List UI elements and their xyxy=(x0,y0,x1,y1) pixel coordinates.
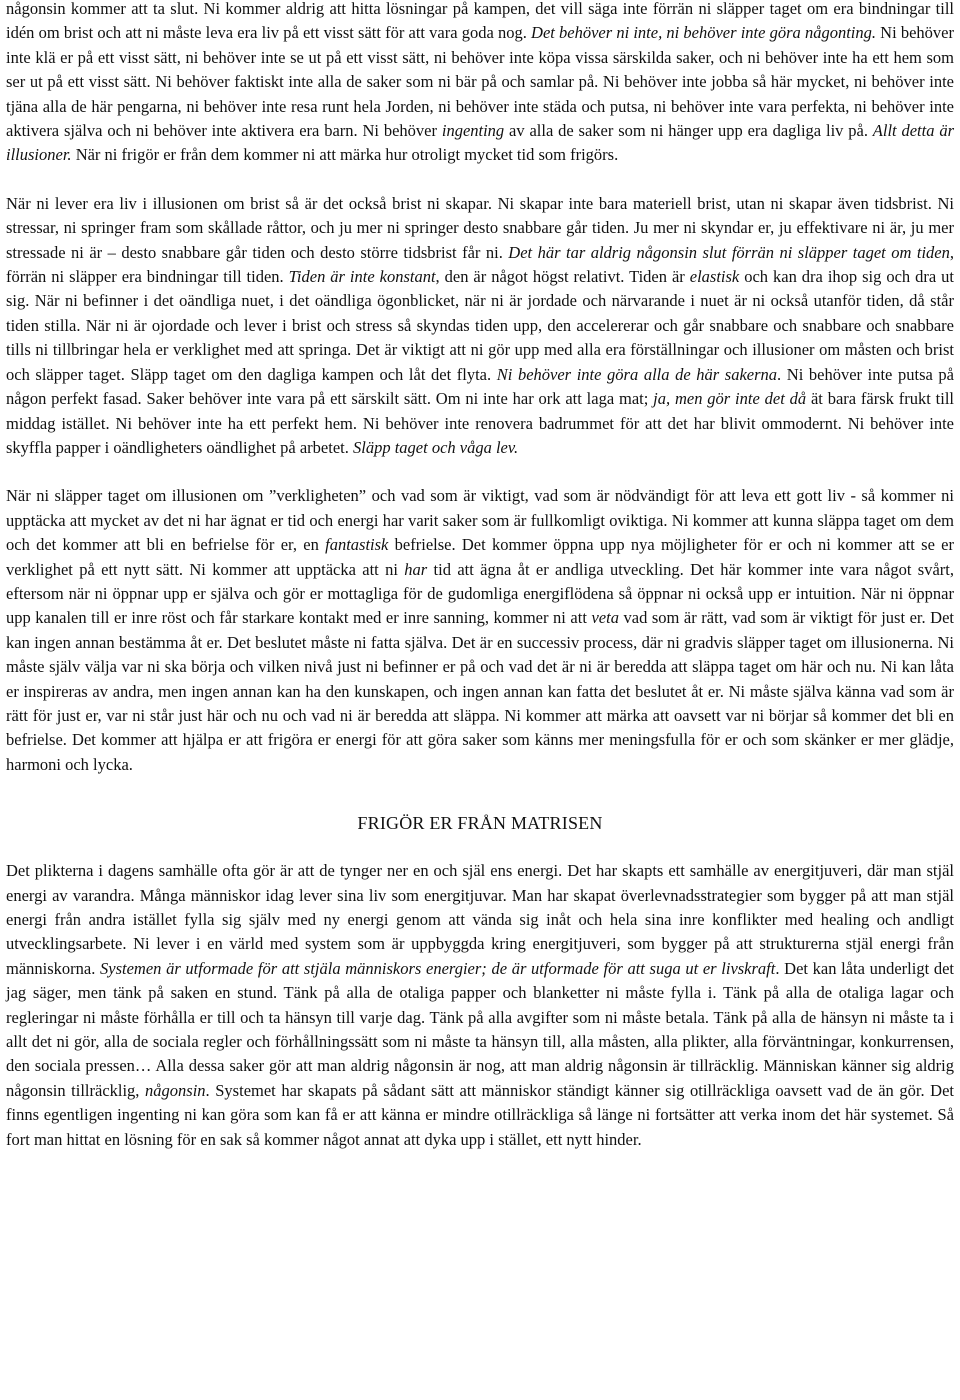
text-run: tid att ägna åt er andliga utveckling. Det här kommer inte vara något svårt, eftersom när ni öppnar upp er själva och gör er mottagliga för de gudomliga energiflödena så öppnar ni också upp er intuition. När ni öppnar upp kanalen till er inre röst och får starkare kontakt med er inre sanning, kommer ni att xyxy=(6,559,954,628)
italic-emphasis: elastisk xyxy=(689,267,740,287)
italic-emphasis: Allt detta är illusioner. xyxy=(6,121,954,165)
paragraph-gap xyxy=(6,168,954,192)
italic-emphasis: ingenting xyxy=(441,121,505,141)
section-heading: FRIGÖR ER FRÅN MATRISEN xyxy=(357,813,603,834)
text-run: någonsin kommer att ta slut. Ni kommer aldrig att hitta lösningar på kampen, det vill säga inte förrän ni släpper taget om era bindningar till idén om brist och att ni måste leva era liv på ett visst sätt för att vara goda nog. xyxy=(6,0,954,43)
paragraph-gap xyxy=(6,460,954,484)
text-run: . Det kan låta underligt det jag säger, men tänk på saken en stund. Tänk på alla de otaliga papper och blanketter ni måste fylla i. Tänk på alla de otaliga lagar och regleringar ni måste förhålla er till och ta hänsyn till varje dag. Tänk på alla avgifter som ni måste betala. Tänk på alla de hänsyn ni måste ta i allt det ni gör, alla de sociala regler och förhållningssätt som ni måste ta hänsyn till, alla måsten, alla plikter, alla förväntningar, konkurrensen, den sociala pressen… Alla dessa saker gör att man aldrig någonsin är nog, att man aldrig någonsin är tillräcklig. Människan känner sig aldrig någonsin tillräcklig, xyxy=(6,958,954,1100)
text-run: När ni lever era liv i illusionen om brist så är det också brist ni skapar. Ni skapar inte bara materiell brist, utan ni skapar även tidsbrist. Ni stressar, ni springer fram som skållade råttor, och ju mer ni springer desto snabbare går tiden. Ju mer ni skyndar er, ju effektivare ni är, ju mer stressade ni är – desto snabbare går tiden och desto större tidsbrist får ni. xyxy=(6,193,954,262)
italic-emphasis: veta xyxy=(591,608,619,628)
text-run: . Systemet har skapats på sådant sätt att människor ständigt känner sig otillräckliga oavsett vad de än gör. Det finns egentligen ingenting ni kan göra som kan få er att känna er mindre otillräckliga så länge ni fortsätter att verka inom det här systemet. Så fort man hittat en lösning för en sak så kommer något annat att dyka upp i stället, ett nytt hinder. xyxy=(6,1080,954,1149)
italic-emphasis: har xyxy=(404,559,428,579)
italic-emphasis: Tiden är inte konstant xyxy=(288,267,436,287)
italic-emphasis: Det behöver ni inte, ni behöver inte göra någonting. xyxy=(531,23,876,43)
italic-emphasis: någonsin xyxy=(145,1080,206,1100)
heading-gap xyxy=(6,777,954,811)
paragraph-1 xyxy=(6,0,954,168)
text-run: När ni frigör er från dem kommer ni att märka hur otroligt mycket tid som frigörs. xyxy=(71,145,619,165)
italic-emphasis: Det här tar aldrig någonsin slut förrän ni släpper taget om tiden xyxy=(508,242,950,262)
italic-emphasis: ja, men gör inte det då xyxy=(653,389,807,409)
italic-emphasis: Systemen är utformade för att stjäla människors energier; de är utformade för att suga ut er livskraft xyxy=(100,958,776,978)
text-run: befrielse. Det kommer öppna upp nya möjligheter för er och ni kommer att se er verklighet på ett nytt sätt. Ni kommer att upptäcka att ni xyxy=(6,535,954,579)
text-run: vad som är rätt, vad som är viktigt för just er. Det kan ingen annan bestämma åt er. Det beslutet måste ni fatta själva. Det är en successiv process, där ni gradvis släpper taget om illusionerna. Ni måste själv välja var ni ska börja och vilken nivå just ni befinner er på och vad det är ni är beredda att släppa taget om här och nu. Ni kan låta er inspireras av andra, men ingen annan kan ha den kunskapen, och ingen annan kan fatta det beslutet åt er. Ni måste själva känna vad som är rätt för just er, var ni står just här och nu och vad ni är beredda att släppa. Ni kommer att märka att oavsett var ni börjar så kommer det bli en befrielse. Det kommer att hjälpa er att frigöra er energi för att göra saker som känns mer meningsfulla för er och som skänker er mer glädje, harmoni och lycka. xyxy=(6,608,954,774)
text-run: När ni släpper taget om illusionen om ”verkligheten” och vad som är viktigt, vad som är nödvändigt för att leva ett gott liv - så kommer ni upptäcka att mycket av det ni har ägnat er tid och energi har varit saker som är fullkomligt oviktiga. Ni kommer att kunna släppa taget om dem och det kommer att bli en befrielse för er, en xyxy=(6,486,954,555)
text-run: och kan dra ihop sig och dra ut sig. När ni befinner i det oändliga nuet, i det oändliga ögonblicket, när ni är jordade och närvarande i nuet är ni också utanför tiden, då står tiden stilla. När ni är ojordade och lever i brist och stress så skyndas tiden upp, den accelererar och går snabbare och snabbare och snabbare tills ni tillbringar hela er verklighet med att springa. Det är viktigt att ni gör upp med alla era förställningar och illusioner om måsten och brist och släpper taget. Släpp taget om den dagliga kampen och låt det flyta. xyxy=(6,267,955,384)
paragraph-2 xyxy=(6,192,954,460)
text-run: av alla de saker som ni hänger upp era dagliga liv på. xyxy=(504,121,873,141)
heading-gap xyxy=(6,835,954,859)
text-run: , den är något högst relativt. Tiden är xyxy=(435,267,690,287)
italic-emphasis: Ni behöver inte göra alla de här sakerna xyxy=(496,364,778,384)
text-run: Det plikterna i dagens samhälle ofta gör är att de tynger ner en och själ ens energi. Det har skapts ett samhälle av energitjuveri, där man stjäl energi av varandra. Många människor idag lever sina liv som energitjuvar. Man har skapat överlevnadsstrategier som bygger på att man stjäl energi från andra istället fylla sig själv med ny energi genom att vända sig inåt och hela sina inre konflikter med healing och andligt utvecklingsarbete. Ni lever i en värld med system som är uppbyggda kring energitjuveri, som bygger på att strukturerna stjäl energi från människorna. xyxy=(6,861,954,978)
italic-emphasis: fantastisk xyxy=(325,535,389,555)
paragraph-4 xyxy=(6,859,954,1152)
text-run: , förrän ni släpper era bindningar till tiden. xyxy=(6,242,954,287)
italic-emphasis: Släpp taget och våga lev. xyxy=(353,437,519,457)
text-run: ät bara färsk frukt till middag istället. Ni behöver inte ha ett perfekt hem. Ni behöver inte renovera badrummet för att det har blivit ommodernt. Ni behöver inte skyffla papper i oändligheters oändlighet på arbetet. xyxy=(6,389,954,457)
paragraph-3 xyxy=(6,484,954,777)
text-run: . Ni behöver inte putsa på någon perfekt fasad. Saker behöver inte vara på ett särskilt sätt. Om ni inte har ork att laga mat; xyxy=(6,364,954,409)
text-run: Ni behöver inte klä er på ett visst sätt, ni behöver inte se ut på ett visst sätt, ni behöver inte köpa vissa särskilda saker, och ni behöver inte ha ett hem som ser ut på ett visst sätt. Ni behöver faktiskt inte alla de saker som ni bär på och samlar på. Ni behöver inte jobba så här mycket, ni behöver inte tjäna alla de här pengarna, ni behöver inte resa runt hela Jorden, ni behöver inte städa och putsa, ni behöver inte vara perfekta, ni behöver inte aktivera själva och ni behöver inte aktivera era barn. Ni behöver xyxy=(6,23,954,141)
